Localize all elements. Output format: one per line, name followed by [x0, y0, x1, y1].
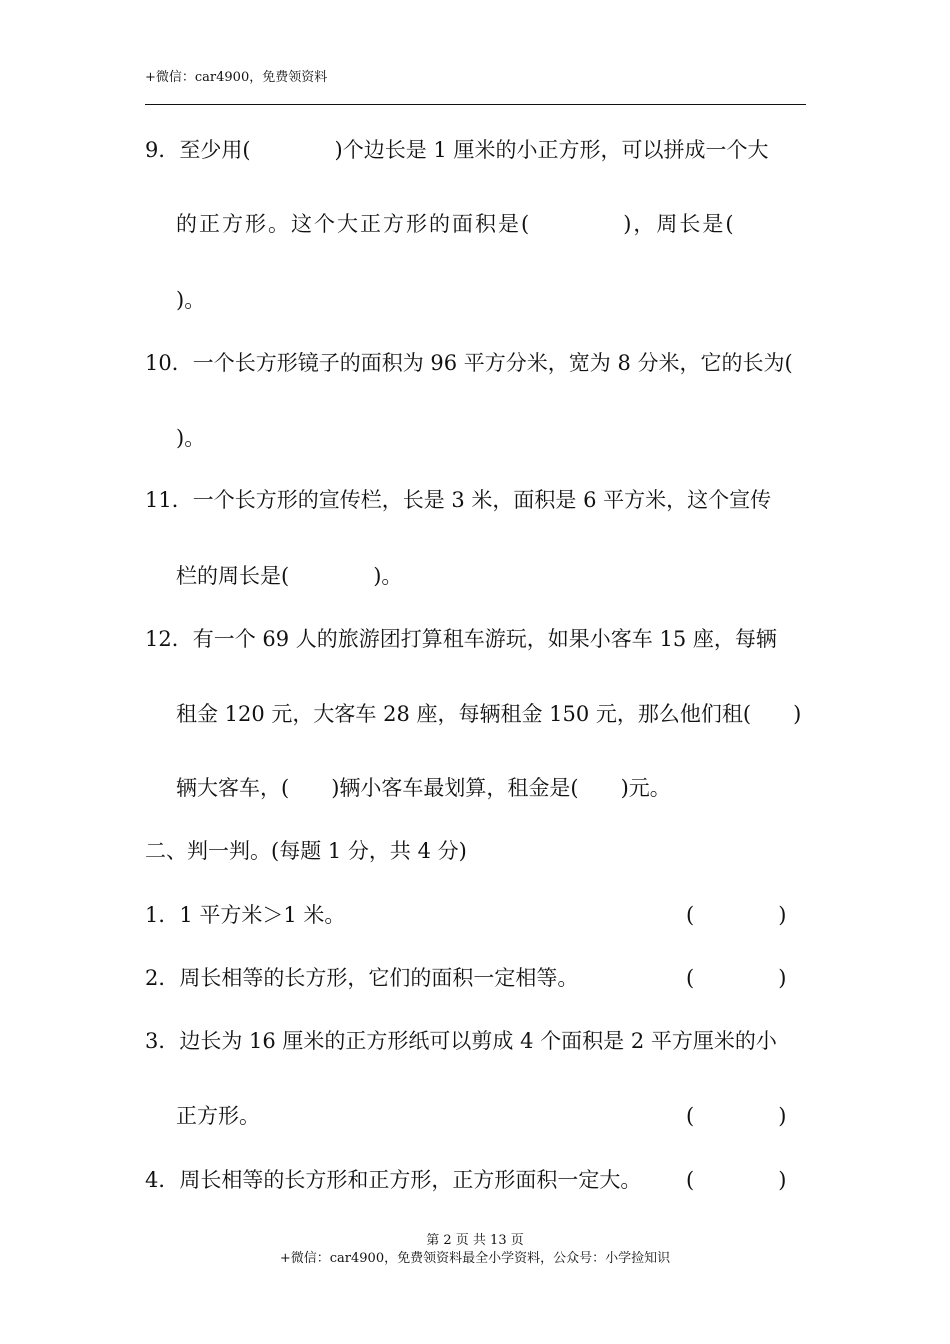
- page-header: +微信：car4900，免费领资料: [145, 70, 328, 85]
- q10-line1: 10．一个长方形镜子的面积为 96 平方分米，宽为 8 分米，它的长为(: [145, 351, 793, 375]
- q12-line2: 租金 120 元，大客车 28 座，每辆租金 150 元，那么他们租( ): [176, 702, 802, 726]
- judge-item-3-answer-paren[interactable]: ( ): [686, 1104, 787, 1128]
- judge-item-3-line2: 正方形。: [176, 1104, 260, 1128]
- q12-line1: 12．有一个 69 人的旅游团打算租车游玩，如果小客车 15 座，每辆: [145, 627, 777, 651]
- judge-item-4-text: 4．周长相等的长方形和正方形，正方形面积一定大。: [145, 1168, 642, 1192]
- q9-line2: 的正方形。这个大正方形的面积是( )，周长是(: [176, 212, 736, 236]
- q9-line3: )。: [176, 288, 206, 312]
- judge-item-4-answer-paren[interactable]: ( ): [686, 1168, 787, 1192]
- judge-item-1-text: 1．1 平方米＞1 米。: [145, 903, 346, 927]
- section2-title: 二、判一判。(每题 1 分，共 4 分): [145, 839, 467, 863]
- judge-item-3-text: 3．边长为 16 厘米的正方形纸可以剪成 4 个面积是 2 平方厘米的小: [145, 1029, 777, 1053]
- judge-item-1-answer-paren[interactable]: ( ): [686, 903, 787, 927]
- q10-line2: )。: [176, 426, 206, 450]
- page-number: 第 2 页 共 13 页: [426, 1233, 524, 1248]
- header-rule: [145, 104, 806, 105]
- q11-line2: 栏的周长是( )。: [176, 564, 403, 588]
- q11-line1: 11．一个长方形的宣传栏，长是 3 米，面积是 6 平方米，这个宣传: [145, 488, 772, 512]
- q9-line1: 9．至少用( )个边长是 1 厘米的小正方形，可以拼成一个大: [145, 138, 769, 162]
- judge-item-2-text: 2．周长相等的长方形，它们的面积一定相等。: [145, 966, 579, 990]
- q12-line3: 辆大客车，( )辆小客车最划算，租金是( )元。: [176, 776, 671, 800]
- page-footer: +微信：car4900，免费领资料最全小学资料，公众号：小学捡知识: [279, 1251, 671, 1266]
- judge-item-2-answer-paren[interactable]: ( ): [686, 966, 787, 990]
